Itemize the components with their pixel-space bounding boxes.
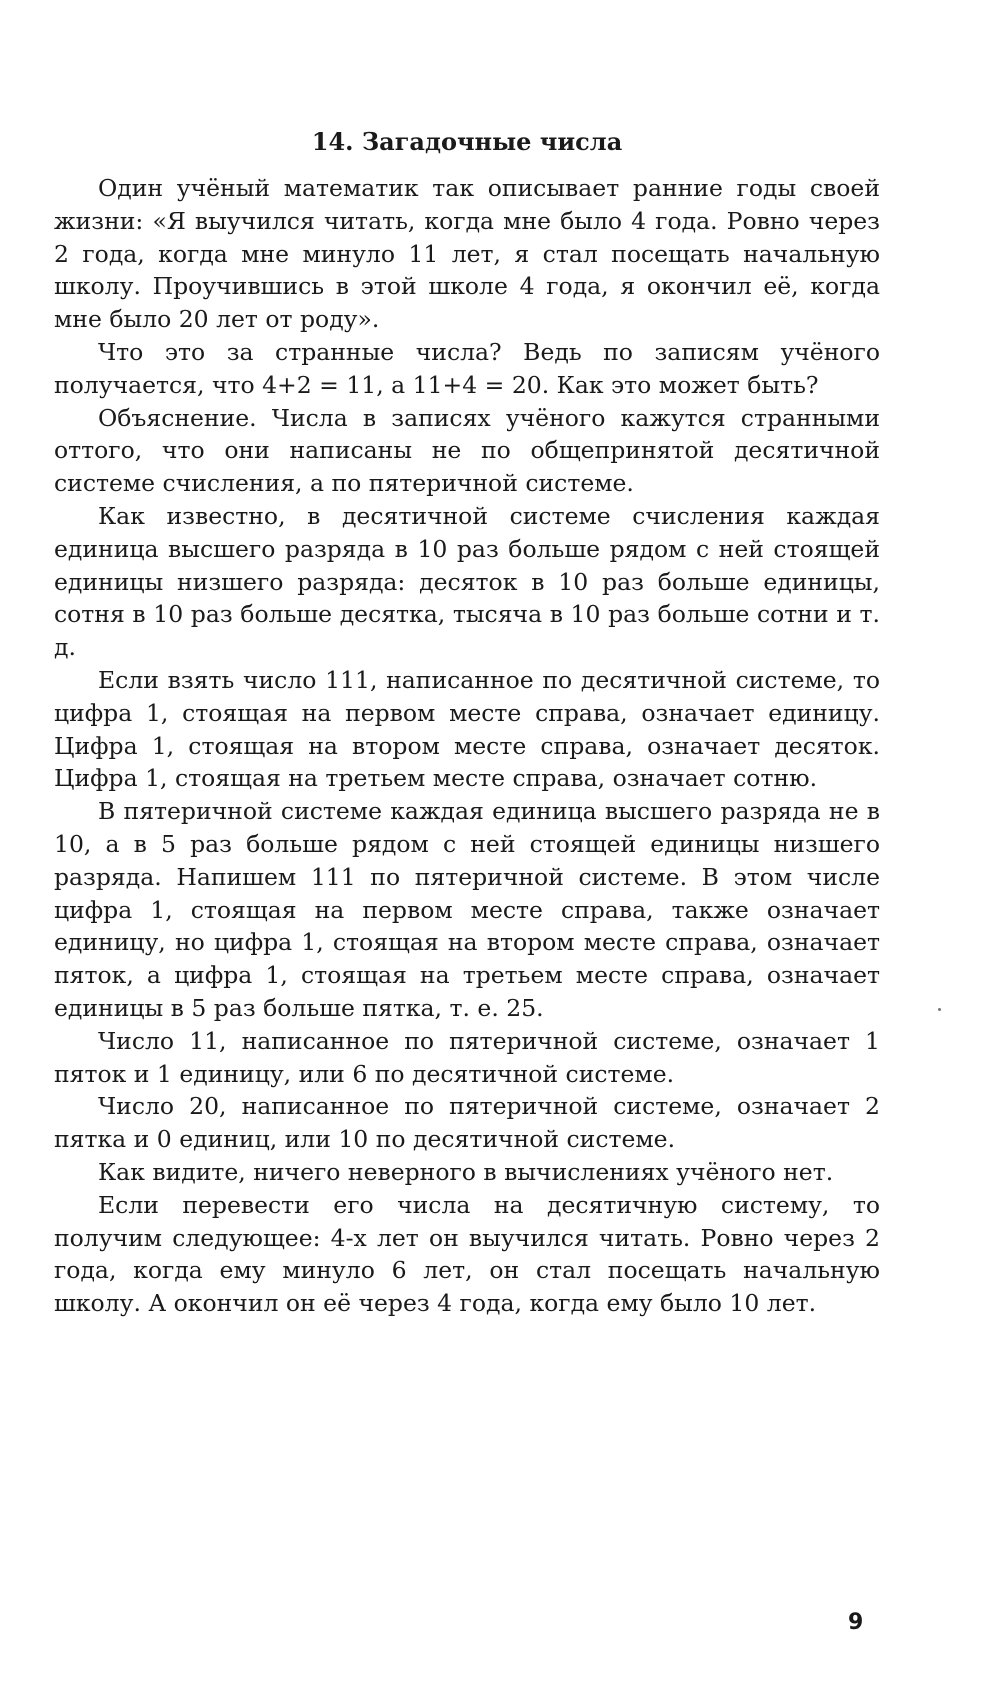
paragraph-number-111-decimal: Если взять число 111, написанное по десятичной системе, то цифра 1, стоящая на первом месте справа, означает единицу. Цифра 1, стоящая на втором месте справа, означает десяток. Цифра 1, стоящая на третьем месте справа, означает сотню. [54,665,880,793]
paragraph-decimal-system: Как известно, в десятичной системе счисления каждая единица высшего разряда в 10 раз больше рядом с ней стоящей единицы низшего разряда: десяток в 10 раз больше единицы, сотня в 10 раз больше десятка, тысяча в 10 раз больше сотни и т. д. [54,501,880,662]
paragraph-explanation: Объяснение. Числа в записях учёного кажутся странными оттого, что они написаны не по общепринятой десятичной системе счисления, а по пятеричной системе. [54,403,880,498]
section-title: 14. Загадочные числа [311,127,623,156]
paragraph-conversion: Если перевести его числа на десятичную систему, то получим следующее: 4-х лет он выучился читать. Ровно через 2 года, когда ему минуло 6 лет, он стал посещать начальную школу. А окончил он её через 4 года, когда ему было 10 лет. [54,1190,880,1318]
paragraph-quinary-system: В пятеричной системе каждая единица высшего разряда не в 10, а в 5 раз больше рядом с ней стоящей единицы низшего разряда. Напишем 111 по пятеричной системе. В этом числе цифра 1, стоящая на первом месте справа, также означает единицу, но цифра 1, стоящая на втором месте справа, означает пяток, а цифра 1, стоящая на третьем месте справа, означает единицы в 5 раз больше пятка, т. е. 25. [54,797,880,1022]
paragraph-intro: Один учёный математик так описывает ранние годы своей жизни: «Я выучился читать, когда мне было 4 года. Ровно через 2 года, когда мне минуло 11 лет, я стал посещать начальную школу. Проучившись в этой школе 4 года, я окончил её, когда мне было 20 лет от роду». [54,174,880,334]
paragraph-question: Что это за странные числа? Ведь по записям учёного получается, что 4+2 = 11, а 11+4 = 20. Как это может быть? [54,337,880,399]
page-content [54,126,880,1320]
paragraph-number-20: Число 20, написанное по пятеричной системе, означает 2 пятка и 0 единиц, или 10 по десятичной системе. [54,1092,880,1154]
paragraph-number-11: Число 11, написанное по пятеричной системе, означает 1 пяток и 1 единицу, или 6 по десятичной системе. [54,1026,880,1088]
scan-speck [938,1008,941,1011]
page-number: 9 [848,1610,864,1635]
paragraph-conclusion: Как видите, ничего неверного в вычислениях учёного нет. [98,1157,834,1186]
